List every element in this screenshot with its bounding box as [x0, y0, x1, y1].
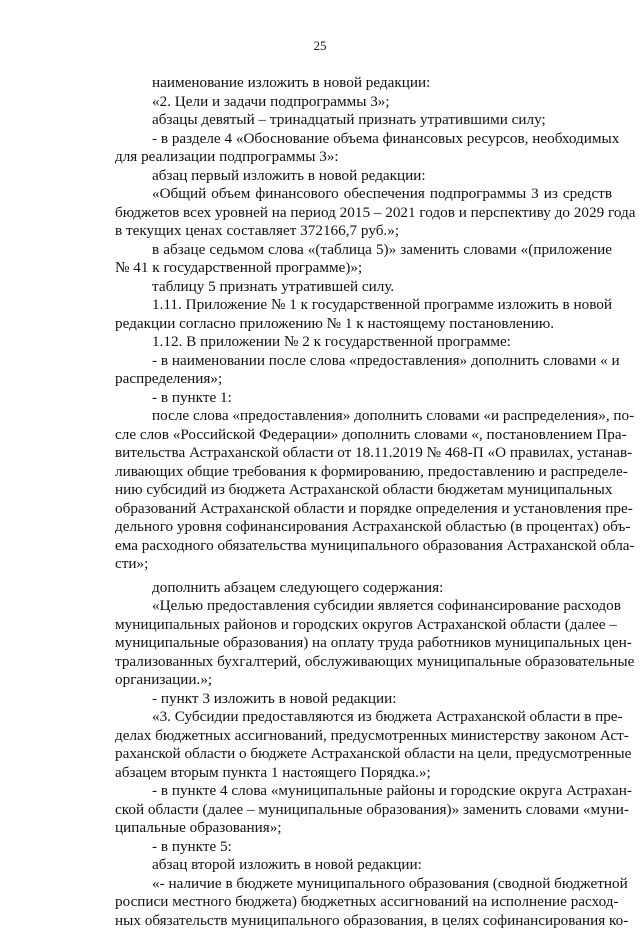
text-line: бюджетов всех уровней на период 2015 – 2021 годов и перспективу до 2029 года: [115, 204, 612, 223]
text-line: организации.»;: [115, 671, 612, 690]
text-line: абзац второй изложить в новой редакции:: [115, 856, 612, 875]
text-line: редакции согласно приложению № 1 к настоящему постановлению.: [115, 315, 612, 334]
text-line: муниципальные образования) на оплату труда работников муниципальных цен-: [115, 634, 612, 653]
text-line: муниципальных районов и городских округов Астраханской области (далее –: [115, 616, 612, 635]
text-line: ской области (далее – муниципальные образования)» заменить словами «муни-: [115, 801, 612, 820]
document-body: [115, 74, 612, 930]
text-line: - пункт 3 изложить в новой редакции:: [115, 690, 612, 709]
text-line: «2. Цели и задачи подпрограммы 3»;: [115, 93, 612, 112]
page-number: 25: [0, 38, 640, 54]
text-line: «- наличие в бюджете муниципального образования (сводной бюджетной: [115, 875, 612, 894]
text-line: в абзаце седьмом слова «(таблица 5)» заменить словами «(приложение: [115, 241, 612, 260]
text-line: образований Астраханской области и порядке определения и установления пре-: [115, 500, 612, 519]
text-line: - в наименовании после слова «предоставления» дополнить словами « и: [115, 352, 612, 371]
text-line: абзац первый изложить в новой редакции:: [115, 167, 612, 186]
text-line: - в разделе 4 «Обоснование объема финансовых ресурсов, необходимых: [115, 130, 612, 149]
text-line: ливающих общие требования к формированию, предоставлению и распределе-: [115, 463, 612, 482]
text-line: «Целью предоставления субсидии является софинансирование расходов: [115, 597, 612, 616]
text-line: раханской области о бюджете Астраханской области на цели, предусмотренные: [115, 745, 612, 764]
text-line: № 41 к государственной программе)»;: [115, 259, 612, 278]
text-line: таблицу 5 признать утратившей силу.: [115, 278, 612, 297]
text-line: дополнить абзацем следующего содержания:: [115, 579, 612, 598]
text-line: росписи местного бюджета) бюджетных ассигнований на исполнение расход-: [115, 893, 612, 912]
text-line: ных обязательств муниципального образования, в целях софинансирования ко-: [115, 912, 612, 930]
text-line: ема расходного обязательства муниципального образования Астраханской обла-: [115, 537, 612, 556]
text-line: сле слов «Российской Федерации» дополнить словами «, постановлением Пра-: [115, 426, 612, 445]
text-line: делах бюджетных ассигнований, предусмотренных министерству законом Аст-: [115, 727, 612, 746]
text-line: абзацем вторым пункта 1 настоящего Порядка.»;: [115, 764, 612, 783]
text-line: - в пункте 5:: [115, 838, 612, 857]
text-line: для реализации подпрограммы 3»:: [115, 148, 612, 167]
text-line: абзацы девятый – тринадцатый признать утратившими силу;: [115, 111, 612, 130]
text-line: нию субсидий из бюджета Астраханской области бюджетам муниципальных: [115, 481, 612, 500]
text-line: наименование изложить в новой редакции:: [115, 74, 612, 93]
text-line: - в пункте 4 слова «муниципальные районы и городские округа Астрахан-: [115, 782, 612, 801]
text-line: «3. Субсидии предоставляются из бюджета Астраханской области в пре-: [115, 708, 612, 727]
text-line: 1.12. В приложении № 2 к государственной программе:: [115, 333, 612, 352]
text-line: - в пункте 1:: [115, 389, 612, 408]
text-line: дельного уровня софинансирования Астраханской областью (в процентах) объ-: [115, 518, 612, 537]
text-line: распределения»;: [115, 370, 612, 389]
text-line: после слова «предоставления» дополнить словами «и распределения», по-: [115, 407, 612, 426]
text-line: вительства Астраханской области от 18.11.2019 № 468-П «О правилах, устанав-: [115, 444, 612, 463]
text-line: в текущих ценах составляет 372166,7 руб.»;: [115, 222, 612, 241]
text-line: сти»;: [115, 555, 612, 574]
text-line: 1.11. Приложение № 1 к государственной программе изложить в новой: [115, 296, 612, 315]
text-line: ципальные образования»;: [115, 819, 612, 838]
text-line: «Общий объем финансового обеспечения подпрограммы 3 из средств: [115, 185, 612, 204]
text-line: трализованных бухгалтерий, обслуживающих муниципальные образовательные: [115, 653, 612, 672]
